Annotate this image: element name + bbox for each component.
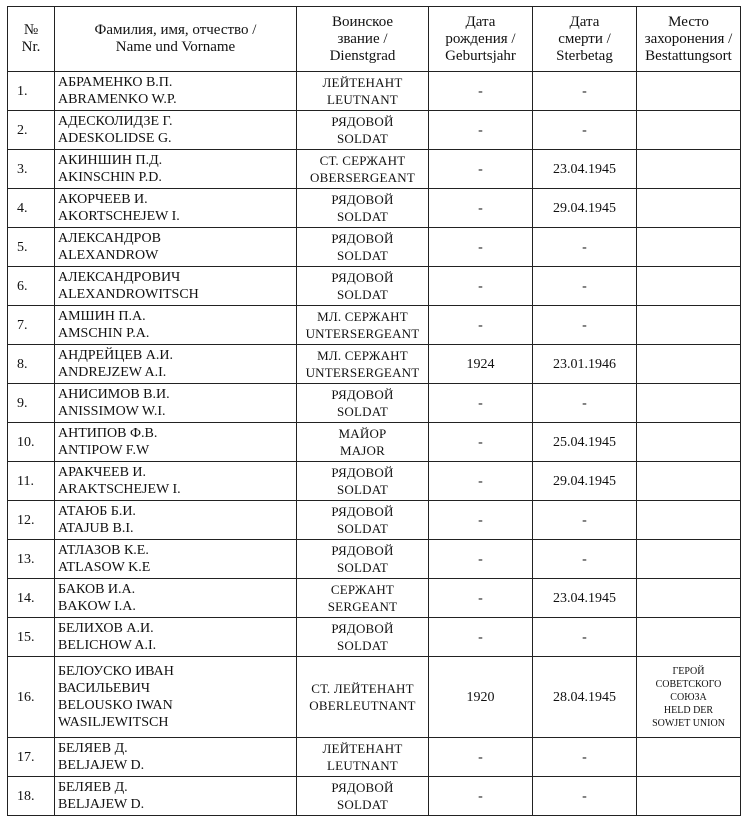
text-line: рождения / [445, 30, 516, 47]
death-date: - [533, 501, 637, 540]
text-line: АТЛАЗОВ К.Е. [58, 543, 149, 558]
text-line: UNTERSERGEANT [305, 365, 420, 380]
row-number: 14. [8, 579, 55, 618]
soldier-name [55, 579, 297, 618]
birth-date: - [429, 579, 533, 618]
text-line: Dienstgrad [329, 47, 396, 64]
table-row [8, 267, 741, 306]
burial-place [637, 189, 741, 228]
birth-date: - [429, 111, 533, 150]
text-line: BELOUSKO IWAN [58, 698, 173, 713]
row-number: 1. [8, 72, 55, 111]
row-number: 2. [8, 111, 55, 150]
text-line: WASILJEWITSCH [58, 715, 169, 730]
soldier-name [55, 150, 297, 189]
text-line: № [23, 22, 39, 38]
burial-place [637, 150, 741, 189]
burial-place [637, 345, 741, 384]
text-line: СОЮЗА [670, 691, 707, 703]
row-number: 5. [8, 228, 55, 267]
text-line: ATLASOW K.E [58, 560, 151, 575]
birth-date: 1920 [429, 657, 533, 738]
soldier-name [55, 306, 297, 345]
burial-register-table [7, 6, 741, 816]
text-line: SOLDAT [336, 560, 389, 575]
soldier-name [55, 618, 297, 657]
text-line: АЛЕКСАНДРОВ [58, 231, 161, 246]
death-date: 23.04.1945 [533, 579, 637, 618]
table-row [8, 111, 741, 150]
text-line: OBERLEUTNANT [309, 698, 416, 713]
burial-place [637, 462, 741, 501]
table-row [8, 462, 741, 501]
table-row [8, 345, 741, 384]
text-line: BELJAJEW D. [58, 797, 145, 812]
row-number: 3. [8, 150, 55, 189]
table-row [8, 189, 741, 228]
text-line: ABRAMENKO W.P. [58, 92, 177, 107]
table-row [8, 150, 741, 189]
birth-date: - [429, 228, 533, 267]
text-line: Sterbetag [556, 47, 613, 64]
birth-date: - [429, 501, 533, 540]
text-line: ANDREJZEW A.I. [58, 365, 167, 380]
text-line: АДЕСКОЛИДЗЕ Г. [58, 114, 173, 129]
burial-place [637, 738, 741, 777]
burial-place [637, 540, 741, 579]
birth-date: - [429, 72, 533, 111]
text-line: БЕЛИХОВ А.И. [58, 621, 154, 636]
birth-date: - [429, 189, 533, 228]
death-date: 25.04.1945 [533, 423, 637, 462]
text-line: SOLDAT [336, 638, 389, 653]
text-line: РЯДОВОЙ [331, 387, 394, 402]
header-burial-place [637, 7, 741, 72]
military-rank [297, 462, 429, 501]
row-number: 12. [8, 501, 55, 540]
header-rank [297, 7, 429, 72]
text-line: ALEXANDROW [58, 248, 159, 263]
death-date: - [533, 72, 637, 111]
birth-date: 1924 [429, 345, 533, 384]
table-body [8, 72, 741, 816]
soldier-name [55, 72, 297, 111]
text-line: ЛЕЙТЕНАНТ [322, 741, 403, 756]
death-date: - [533, 618, 637, 657]
text-line: SOLDAT [336, 131, 389, 146]
military-rank [297, 501, 429, 540]
text-line: ЛЕЙТЕНАНТ [322, 75, 403, 90]
row-number: 4. [8, 189, 55, 228]
text-line: АНИСИМОВ В.И. [58, 387, 170, 402]
military-rank [297, 267, 429, 306]
text-line: AMSCHIN P.A. [58, 326, 150, 341]
text-line: СТ. ЛЕЙТЕНАНТ [311, 681, 414, 696]
birth-date: - [429, 306, 533, 345]
death-date: - [533, 738, 637, 777]
birth-date: - [429, 540, 533, 579]
soldier-name [55, 228, 297, 267]
military-rank [297, 228, 429, 267]
table-row [8, 618, 741, 657]
military-rank [297, 72, 429, 111]
text-line: ANISSIMOW W.I. [58, 404, 166, 419]
text-line: SOLDAT [336, 209, 389, 224]
birth-date: - [429, 618, 533, 657]
burial-place [637, 306, 741, 345]
soldier-name [55, 777, 297, 816]
burial-place [637, 777, 741, 816]
header-name [55, 7, 297, 72]
text-line: ANTIPOW F.W [58, 443, 150, 458]
text-line: SOWJET UNION [652, 717, 725, 729]
death-date: 28.04.1945 [533, 657, 637, 738]
text-line: SOLDAT [336, 797, 389, 812]
row-number: 15. [8, 618, 55, 657]
table-row [8, 657, 741, 738]
military-rank [297, 111, 429, 150]
text-line: Дата [569, 13, 600, 30]
text-line: СТ. СЕРЖАНТ [319, 153, 406, 168]
text-line: Bestattungsort [645, 47, 732, 64]
death-date: 23.04.1945 [533, 150, 637, 189]
military-rank [297, 657, 429, 738]
birth-date: - [429, 423, 533, 462]
text-line: РЯДОВОЙ [331, 192, 394, 207]
text-line: смерти / [558, 30, 611, 47]
table-row [8, 777, 741, 816]
burial-place [637, 657, 741, 738]
military-rank [297, 345, 429, 384]
birth-date: - [429, 777, 533, 816]
text-line: HELD DER [663, 704, 714, 716]
text-line: ATAJUB B.I. [58, 521, 134, 536]
death-date: 29.04.1945 [533, 462, 637, 501]
text-line: АМШИН П.А. [58, 309, 146, 324]
soldier-name [55, 501, 297, 540]
text-line: Name und Vorname [115, 39, 236, 55]
text-line: Nr. [21, 39, 41, 55]
text-line: Дата [465, 13, 496, 30]
text-line: LEUTNANT [327, 92, 398, 107]
row-number: 11. [8, 462, 55, 501]
birth-date: - [429, 462, 533, 501]
text-line: BELICHOW A.I. [58, 638, 157, 653]
text-line: РЯДОВОЙ [331, 780, 394, 795]
text-line: АНТИПОВ Ф.В. [58, 426, 158, 441]
table-row [8, 423, 741, 462]
text-line: звание / [337, 30, 388, 47]
birth-date: - [429, 267, 533, 306]
text-line: РЯДОВОЙ [331, 231, 394, 246]
text-line: СЕРЖАНТ [330, 582, 395, 597]
text-line: ADESKOLIDSE G. [58, 131, 172, 146]
death-date: - [533, 267, 637, 306]
text-line: MAJOR [339, 443, 386, 458]
military-rank [297, 189, 429, 228]
text-line: БЕЛЯЕВ Д. [58, 780, 128, 795]
death-date: 29.04.1945 [533, 189, 637, 228]
death-date: - [533, 228, 637, 267]
soldier-name [55, 384, 297, 423]
text-line: BAKOW I.A. [58, 599, 136, 614]
text-line: АКИНШИН П.Д. [58, 153, 163, 168]
burial-place [637, 228, 741, 267]
text-line: захоронения / [644, 30, 733, 47]
text-line: АРАКЧЕЕВ И. [58, 465, 147, 480]
military-rank [297, 777, 429, 816]
soldier-name [55, 423, 297, 462]
soldier-name [55, 189, 297, 228]
text-line: АТАЮБ Б.И. [58, 504, 136, 519]
soldier-name [55, 738, 297, 777]
row-number: 17. [8, 738, 55, 777]
text-line: МЛ. СЕРЖАНТ [317, 348, 408, 363]
text-line: AKORTSCHEJEW I. [58, 209, 180, 224]
table-row [8, 228, 741, 267]
text-line: АНДРЕЙЦЕВ А.И. [58, 348, 173, 363]
row-number: 9. [8, 384, 55, 423]
text-line: SOLDAT [336, 482, 389, 497]
burial-place [637, 579, 741, 618]
text-line: Воинское [331, 13, 394, 30]
birth-date: - [429, 150, 533, 189]
text-line: РЯДОВОЙ [331, 543, 394, 558]
text-line: РЯДОВОЙ [331, 270, 394, 285]
text-line: Фамилия, имя, отчество / [94, 22, 257, 38]
text-line: UNTERSERGEANT [305, 326, 420, 341]
military-rank [297, 738, 429, 777]
military-rank [297, 150, 429, 189]
burial-place [637, 72, 741, 111]
row-number: 16. [8, 657, 55, 738]
text-line: МАЙОР [338, 426, 387, 441]
table-row [8, 501, 741, 540]
row-number: 18. [8, 777, 55, 816]
text-line: SOLDAT [336, 248, 389, 263]
text-line: LEUTNANT [327, 758, 398, 773]
row-number: 8. [8, 345, 55, 384]
death-date: - [533, 777, 637, 816]
text-line: ВАСИЛЬЕВИЧ [58, 681, 150, 696]
soldier-name [55, 462, 297, 501]
text-line: РЯДОВОЙ [331, 621, 394, 636]
birth-date: - [429, 384, 533, 423]
burial-place [637, 384, 741, 423]
text-line: SERGEANT [327, 599, 398, 614]
military-rank [297, 384, 429, 423]
burial-place [637, 501, 741, 540]
table-row [8, 384, 741, 423]
text-line: Geburtsjahr [445, 47, 516, 64]
text-line: OBERSERGEANT [310, 170, 415, 185]
text-line: AKINSCHIN P.D. [58, 170, 162, 185]
death-date: - [533, 306, 637, 345]
table-row [8, 306, 741, 345]
row-number: 7. [8, 306, 55, 345]
text-line: РЯДОВОЙ [331, 114, 394, 129]
row-number: 13. [8, 540, 55, 579]
military-rank [297, 579, 429, 618]
table-header-row [8, 7, 741, 72]
text-line: SOLDAT [336, 521, 389, 536]
military-rank [297, 423, 429, 462]
text-line: РЯДОВОЙ [331, 504, 394, 519]
text-line: БЕЛОУСКО ИВАН [58, 664, 174, 679]
burial-place [637, 111, 741, 150]
row-number: 6. [8, 267, 55, 306]
soldier-name [55, 540, 297, 579]
soldier-name [55, 657, 297, 738]
text-line: СОВЕТСКОГО [655, 678, 722, 690]
military-rank [297, 540, 429, 579]
table-row [8, 72, 741, 111]
text-line: РЯДОВОЙ [331, 465, 394, 480]
military-rank [297, 306, 429, 345]
header-death-date [533, 7, 637, 72]
text-line: SOLDAT [336, 287, 389, 302]
header-birth-date [429, 7, 533, 72]
soldier-name [55, 345, 297, 384]
death-date: - [533, 111, 637, 150]
row-number: 10. [8, 423, 55, 462]
burial-place [637, 267, 741, 306]
text-line: Место [668, 13, 709, 30]
text-line: АКОРЧЕЕВ И. [58, 192, 148, 207]
text-line: ГЕРОЙ [672, 665, 705, 677]
military-rank [297, 618, 429, 657]
text-line: МЛ. СЕРЖАНТ [317, 309, 408, 324]
burial-place [637, 618, 741, 657]
death-date: - [533, 540, 637, 579]
soldier-name [55, 267, 297, 306]
burial-place [637, 423, 741, 462]
text-line: БАКОВ И.А. [58, 582, 136, 597]
text-line: ARAKTSCHEJEW I. [58, 482, 181, 497]
text-line: БЕЛЯЕВ Д. [58, 741, 128, 756]
birth-date: - [429, 738, 533, 777]
text-line: АБРАМЕНКО В.П. [58, 75, 173, 90]
text-line: АЛЕКСАНДРОВИЧ [58, 270, 181, 285]
death-date: - [533, 384, 637, 423]
text-line: SOLDAT [336, 404, 389, 419]
soldier-name [55, 111, 297, 150]
header-number [8, 7, 55, 72]
table-row [8, 738, 741, 777]
table-row [8, 579, 741, 618]
table-row [8, 540, 741, 579]
death-date: 23.01.1946 [533, 345, 637, 384]
text-line: ALEXANDROWITSCH [58, 287, 199, 302]
text-line: BELJAJEW D. [58, 758, 145, 773]
